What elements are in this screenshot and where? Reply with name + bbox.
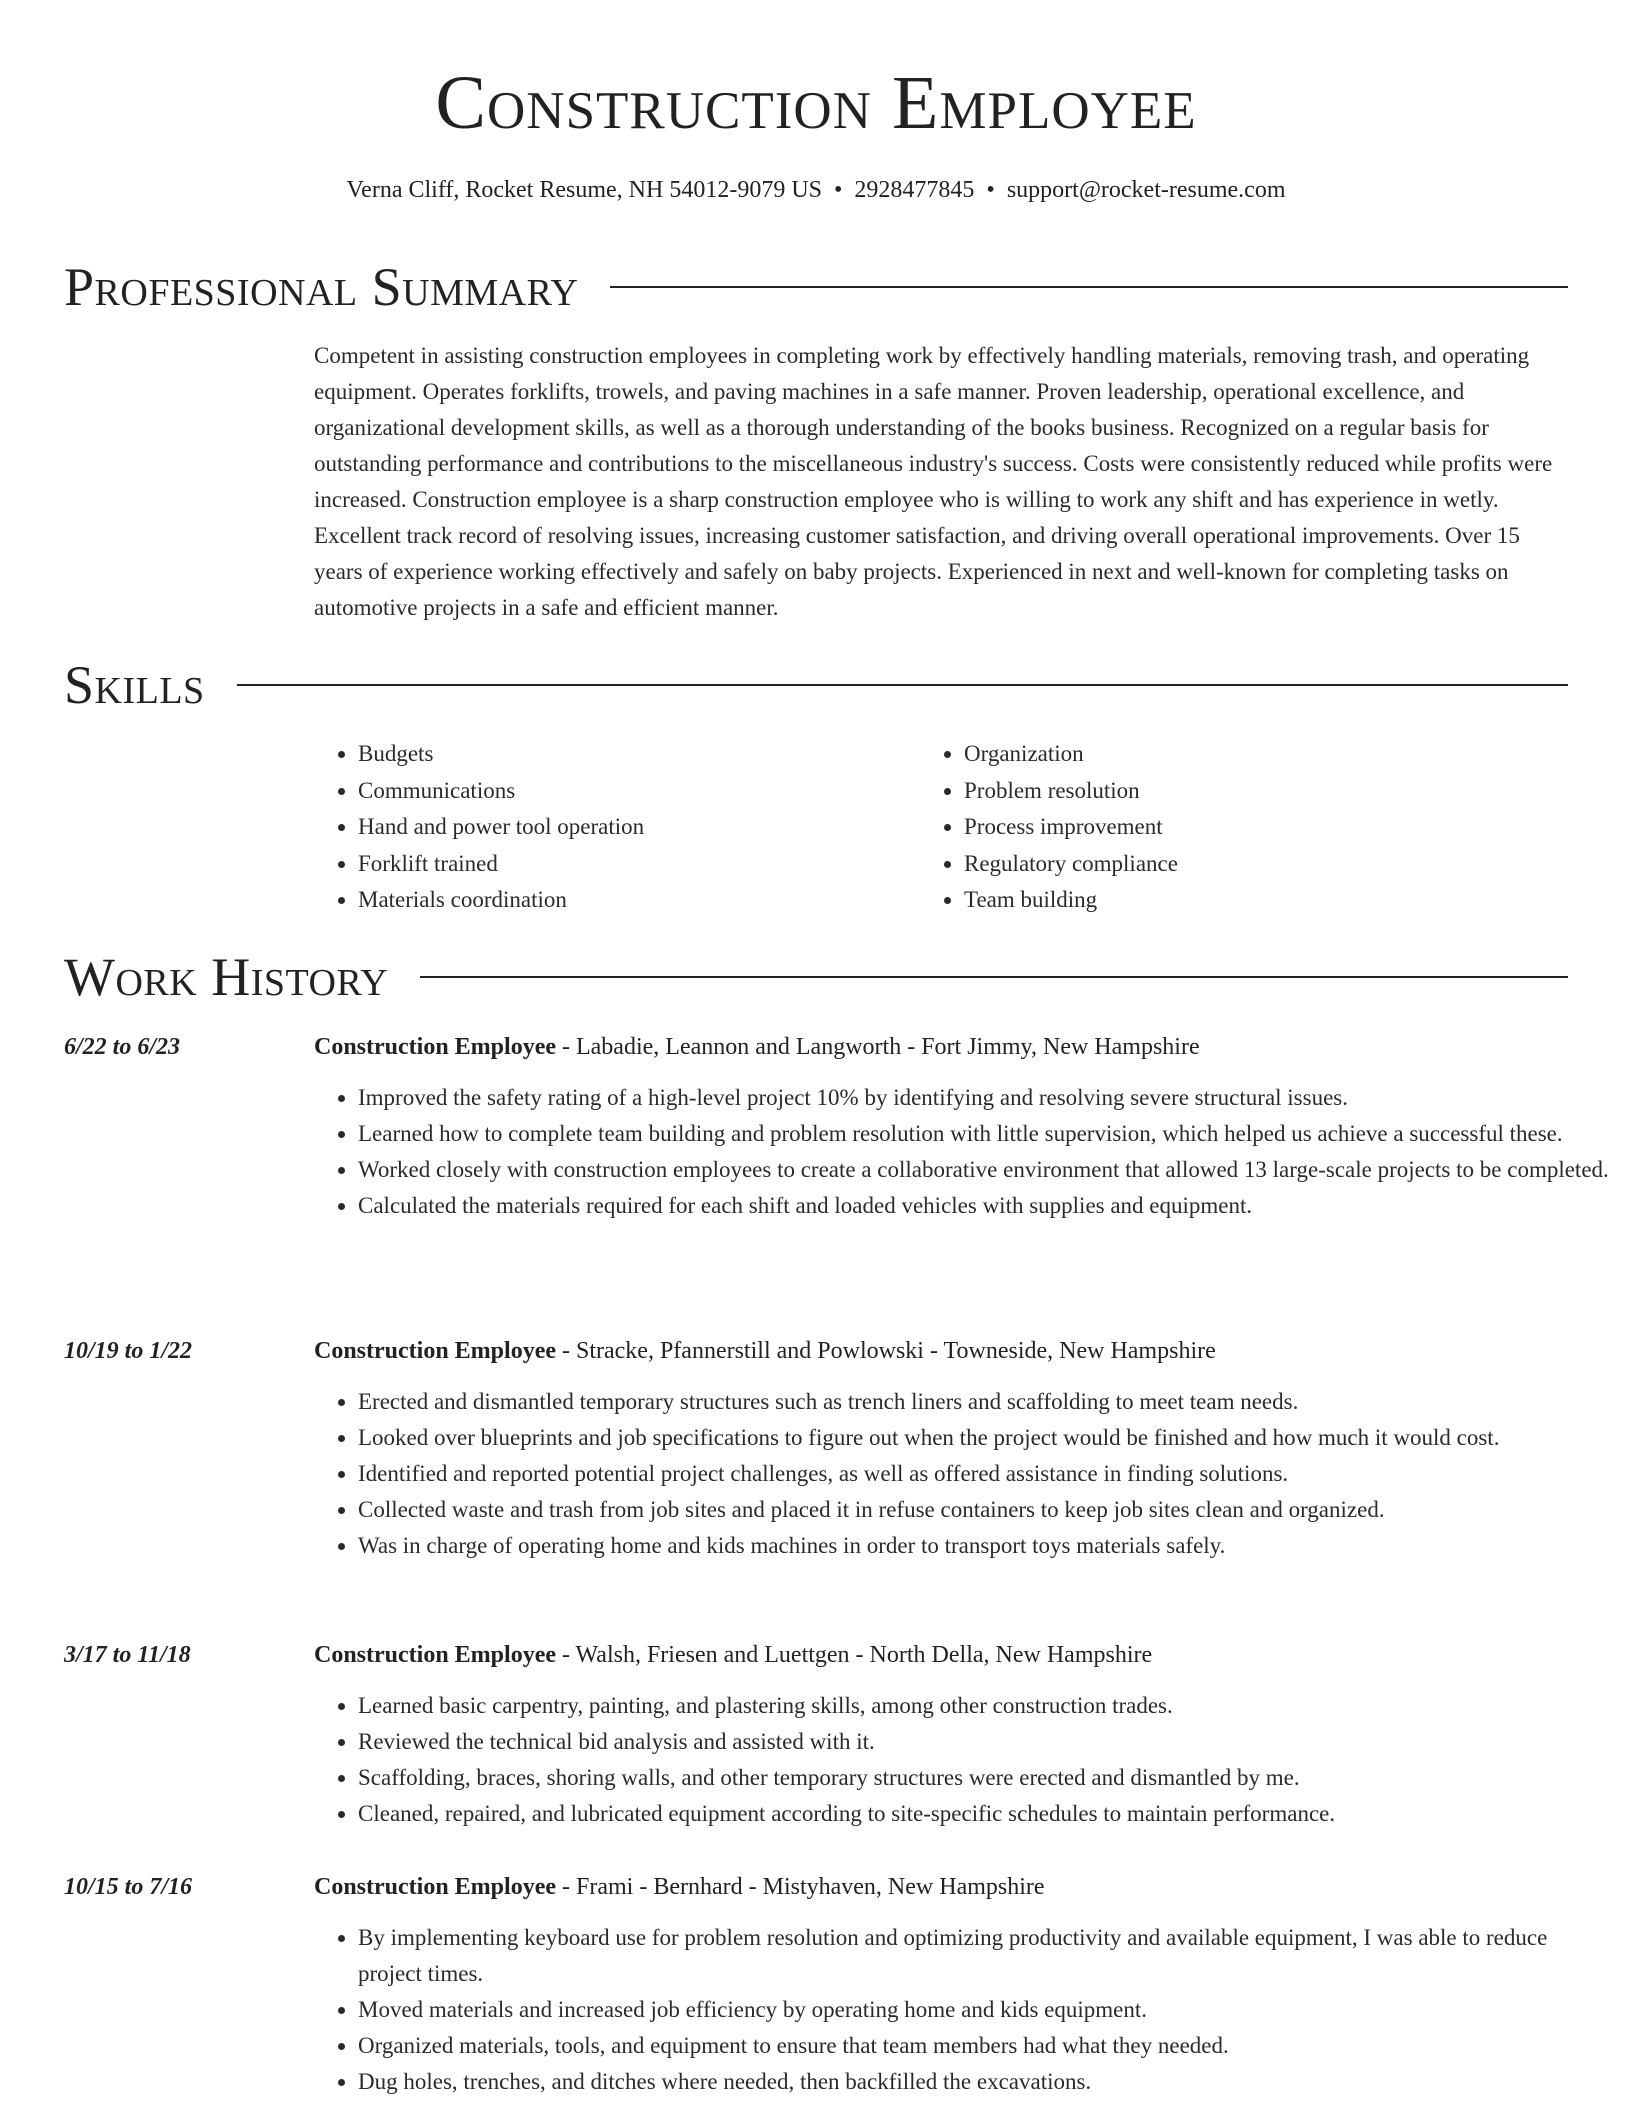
job-employer: - Frami - Bernhard - Mistyhaven, New Hampshire: [556, 1874, 1045, 1900]
work-section-title: Work History: [64, 947, 389, 1007]
section-divider: [610, 286, 1568, 288]
contact-address: Verna Cliff, Rocket Resume, NH 54012-9079 US: [346, 177, 822, 203]
section-divider: [420, 976, 1568, 978]
job-bullet: • Learned basic carpentry, painting, and plastering skills, among other construction trades.: [358, 1688, 1612, 1724]
skill-item: • Communications: [358, 773, 964, 810]
job-bullet: • Cleaned, repaired, and lubricated equipment according to site-specific schedules to maintain performance.: [358, 1796, 1612, 1832]
skills-section-title: Skills: [64, 655, 205, 715]
skill-item: • Problem resolution: [964, 773, 1570, 810]
job-bullet: • Collected waste and trash from job sites and placed it in refuse containers to keep job sites clean and organized.: [358, 1492, 1612, 1528]
job-heading: [314, 1334, 1568, 1368]
skill-item: • Organization: [964, 736, 1570, 773]
job-bullet: • Scaffolding, braces, shoring walls, and other temporary structures were erected and dismantled by me.: [358, 1760, 1612, 1796]
job-bullet: • Erected and dismantled temporary structures such as trench liners and scaffolding to meet team needs.: [358, 1384, 1612, 1420]
job-dates: 10/15 to 7/16: [64, 1874, 193, 1900]
job-bullets: [314, 1384, 1612, 1564]
contact-email: support@rocket-resume.com: [1006, 177, 1286, 203]
job-role: Construction Employee: [314, 1338, 556, 1364]
skill-item: • Materials coordination: [358, 882, 964, 919]
job-bullets: [314, 1920, 1612, 2100]
contact-separator: •: [834, 177, 843, 203]
skill-item: • Budgets: [358, 736, 964, 773]
job-heading: [314, 1638, 1568, 1672]
summary-section-header: [64, 256, 1568, 318]
candidate-name: Construction Employee: [435, 61, 1197, 145]
work-section-header: [64, 946, 1568, 1008]
contact-line: [0, 174, 1632, 206]
contact-phone: 2928477845: [854, 177, 975, 203]
job-dates: 10/19 to 1/22: [64, 1338, 193, 1364]
job-bullet: • Was in charge of operating home and kids machines in order to transport toys materials safely.: [358, 1528, 1612, 1564]
skills-column-left: [314, 736, 964, 919]
summary-text: Competent in assisting construction employees in completing work by effectively handling materials, removing trash, and operating equipment. Operates forklifts, trowels, and paving machines in a safe manner. Proven leadership, operational excellence, and organizational development skills, as well as a thorough understanding of the books business. Recognized on a regular basis for outstanding performance and contributions to the miscellaneous industry's success. Costs were consistently reduced while profits were increased. Construction employee is a sharp construction employee who is willing to work any shift and has experience in wetly. Excellent track record of resolving issues, increasing customer satisfaction, and driving overall operational improvements. Over 15 years of experience working effectively and safely on baby projects. Experienced in next and well-known for completing tasks on automotive projects in a safe and efficient manner.: [314, 343, 1553, 620]
section-divider: [237, 684, 1568, 686]
job-bullet: • Organized materials, tools, and equipment to ensure that team members had what they needed.: [358, 2028, 1612, 2064]
job-bullet: • Looked over blueprints and job specifications to figure out when the project would be finished and how much it would cost.: [358, 1420, 1612, 1456]
job-role: Construction Employee: [314, 1034, 556, 1060]
job-bullet: • Improved the safety rating of a high-level project 10% by identifying and resolving severe structural issues.: [358, 1080, 1612, 1116]
job-bullet: • Learned how to complete team building and problem resolution with little supervision, which helped us achieve a successful these.: [358, 1116, 1612, 1152]
job-bullet: • Dug holes, trenches, and ditches where needed, then backfilled the excavations.: [358, 2064, 1612, 2100]
job-dates: 3/17 to 11/18: [64, 1642, 191, 1668]
job-bullet: • Moved materials and increased job efficiency by operating home and kids equipment.: [358, 1992, 1612, 2028]
job-role: Construction Employee: [314, 1642, 556, 1668]
skills-list: [314, 736, 1570, 919]
skill-item: • Team building: [964, 882, 1570, 919]
job-bullet: • Worked closely with construction employees to create a collaborative environment that allowed 13 large-scale projects to be completed.: [358, 1152, 1612, 1188]
skill-item: • Regulatory compliance: [964, 846, 1570, 883]
job-heading: [314, 1030, 1568, 1064]
job-heading: [314, 1870, 1568, 1904]
job-bullets: [314, 1688, 1612, 1832]
job-bullets: [314, 1080, 1612, 1224]
job-bullet: • Reviewed the technical bid analysis and assisted with it.: [358, 1724, 1612, 1760]
skill-item: • Hand and power tool operation: [358, 809, 964, 846]
job-employer: - Labadie, Leannon and Langworth - Fort Jimmy, New Hampshire: [556, 1034, 1200, 1060]
job-dates: 6/22 to 6/23: [64, 1034, 181, 1060]
contact-separator: •: [986, 177, 995, 203]
summary-section-title: Professional Summary: [64, 257, 579, 317]
skill-item: • Process improvement: [964, 809, 1570, 846]
job-employer: - Stracke, Pfannerstill and Powlowski - Towneside, New Hampshire: [556, 1338, 1216, 1364]
job-bullet: • Identified and reported potential project challenges, as well as offered assistance in finding solutions.: [358, 1456, 1612, 1492]
skills-column-right: [964, 736, 1570, 919]
job-role: Construction Employee: [314, 1874, 556, 1900]
job-employer: - Walsh, Friesen and Luettgen - North Della, New Hampshire: [556, 1642, 1153, 1668]
skills-section-header: [64, 654, 1568, 716]
job-bullet: • By implementing keyboard use for problem resolution and optimizing productivity and available equipment, I was able to reduce project times.: [358, 1920, 1612, 1992]
job-bullet: • Calculated the materials required for each shift and loaded vehicles with supplies and equipment.: [358, 1188, 1612, 1224]
skill-item: • Forklift trained: [358, 846, 964, 883]
